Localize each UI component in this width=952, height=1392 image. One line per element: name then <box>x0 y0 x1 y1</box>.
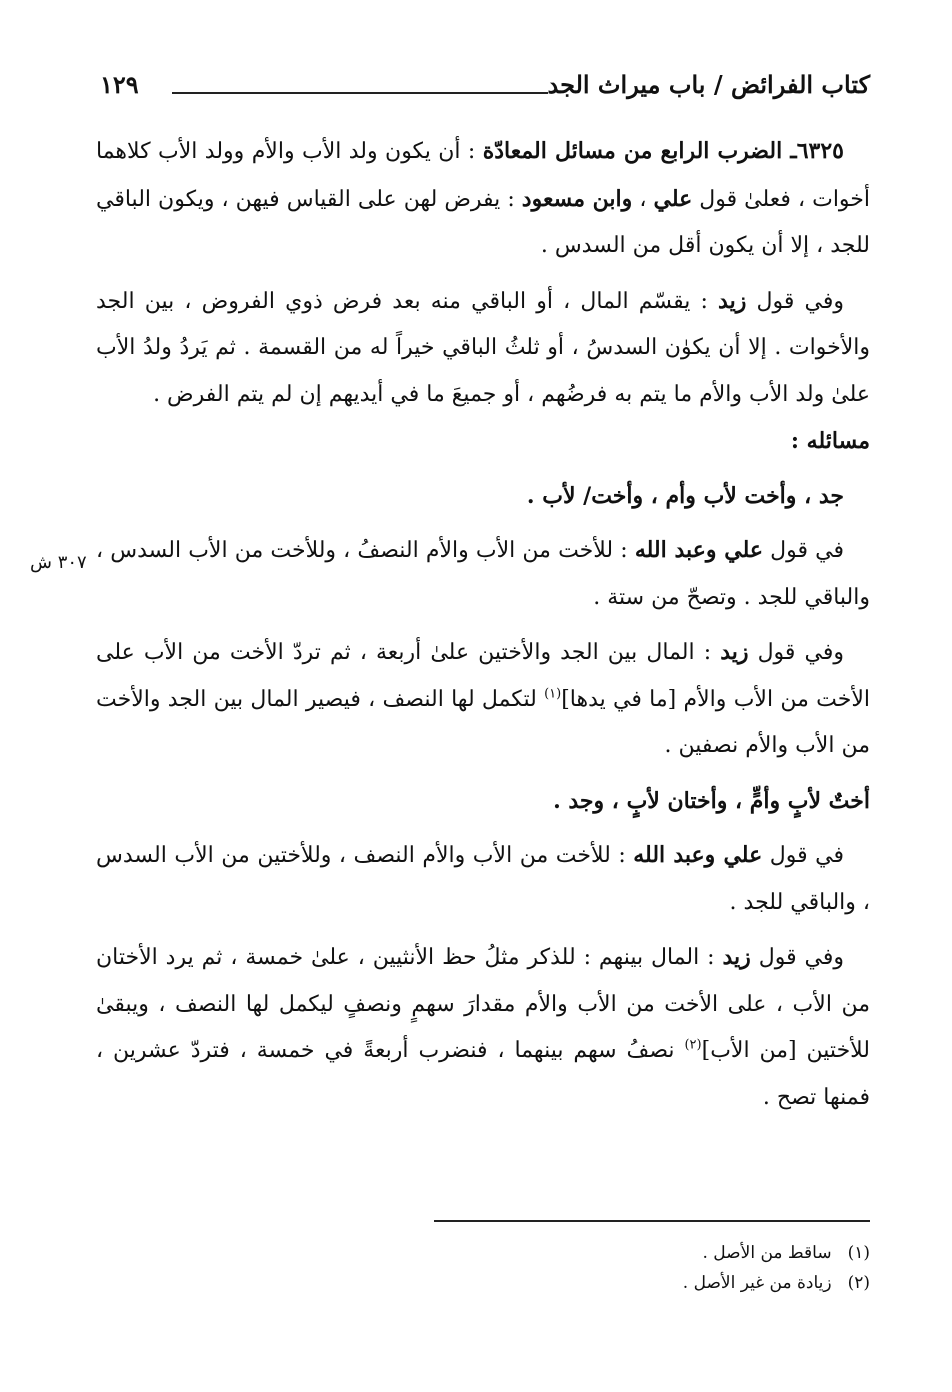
footnote-text: ساقط من الأصل . <box>702 1243 832 1263</box>
text-run: في قول <box>763 538 844 563</box>
names-ali-abdullah: علي وعبد الله <box>634 537 763 563</box>
text-run: : المال بين الجد والأختين علىٰ أربعة ، ثم تردّ الأخت من الأب على الأخت من الأب والأم [ما في يدها] <box>96 640 871 712</box>
entry-number: ٦٣٢٥ـ <box>790 138 844 164</box>
entry-heading: الضرب الرابع من مسائل المعادّة <box>482 138 791 164</box>
text-run: في قول <box>762 843 844 868</box>
case-heading-1: جد ، وأخت لأب وأم ، وأخت/ لأب . <box>526 482 844 509</box>
footnote-rule <box>434 1220 870 1222</box>
main-text <box>96 128 870 1121</box>
paragraph-zayd-view <box>96 278 870 419</box>
page-header <box>100 70 870 110</box>
footnote-number: (١) <box>847 1243 870 1263</box>
header-rule <box>172 92 548 94</box>
text-run: وفي قول <box>750 945 844 970</box>
text-run: : أن يكون ولد الأب والأم وولد الأب كلاهما أخوات ، فعلىٰ قول <box>96 139 871 212</box>
text-run: : يقسّم المال ، أو الباقي منه بعد فرض ذوي الفروض ، بين الجد والأخوات . إلا أن يكوٰن السدسُ ، أو ثلثُ الباقي خيراً له من القسمة . ثم يَردُ ولدُ الأب علىٰ ولد الأب والأم ما يتم به فرضُهم ، أو جميعَ ما في أيديهم إن لم يتم الفرض . <box>96 288 870 407</box>
text-run: نصفُ سهم بينهما ، فنضرب أربعةً في خمسة ، فتردّ عشرين ، فمنها تصح . <box>96 1038 870 1110</box>
name-zayd: زيد <box>722 944 751 970</box>
text-run: : يفرض لهن على القياس فيهن ، ويكون الباقي للجد ، إلا أن يكون أقل من السدس . <box>96 186 870 258</box>
name-ibn-masud: وابن مسعود <box>521 185 633 212</box>
paragraph-6325 <box>96 128 870 270</box>
footnote-text: زيادة من غير الأصل . <box>682 1273 832 1293</box>
paragraph-case1-zayd <box>96 629 870 770</box>
text-run: لتكمل لها النصف ، فيصير المال بين الجد والأخت من الأب والأم نصفين . <box>96 686 870 758</box>
text-run: : للأخت من الأب والأم النصف ، وللأختين من الأب السدس ، والباقي للجد . <box>96 843 870 915</box>
name-zayd: زيد <box>720 639 749 665</box>
footnote-ref-2[interactable]: (٢) <box>684 1037 702 1053</box>
paragraph-case2-zayd <box>96 934 870 1121</box>
name-zayd: زيد <box>718 287 747 314</box>
text-run: : المال بينهم : للذكر مثلُ حظ الأنثيين ، علىٰ خمسة ، ثم يرد الأختان من الأب ، على الأخت من الأب والأم مقدارَ سهمٍ ونصفٍ ليكمل لها النصف ، ويبقىٰ للأختين [من الأب] <box>96 945 870 1063</box>
text-run: وفي قول <box>748 640 844 665</box>
footnotes <box>500 1238 870 1298</box>
paragraph-case1-ali <box>96 527 870 621</box>
text-run: ، <box>632 186 654 212</box>
footnote-1 <box>500 1238 870 1268</box>
names-ali-abdullah: علي وعبد الله <box>633 842 763 868</box>
paragraph-case2-ali <box>96 832 870 926</box>
margin-note: ٣٠٧ ش <box>30 552 87 573</box>
case-heading-2: أختٌ لأبٍ وأمٍّ ، وأختان لأبٍ ، وجد . <box>553 787 870 814</box>
footnote-2 <box>500 1268 870 1298</box>
masail-heading: مسائله : <box>790 428 870 454</box>
text-run: : للأخت من الأب والأم النصفُ ، وللأخت من الأب السدس ، والباقي للجد . وتصحّ من ستة . <box>96 538 870 610</box>
page-number: ١٢٩ <box>100 70 139 99</box>
footnote-ref-1[interactable]: (١) <box>544 686 562 702</box>
name-ali: علي <box>653 185 693 212</box>
footnote-number: (٢) <box>847 1273 870 1293</box>
running-title: كتاب الفرائض / باب ميراث الجد <box>547 70 870 99</box>
text-run: وفي قول <box>746 288 844 314</box>
